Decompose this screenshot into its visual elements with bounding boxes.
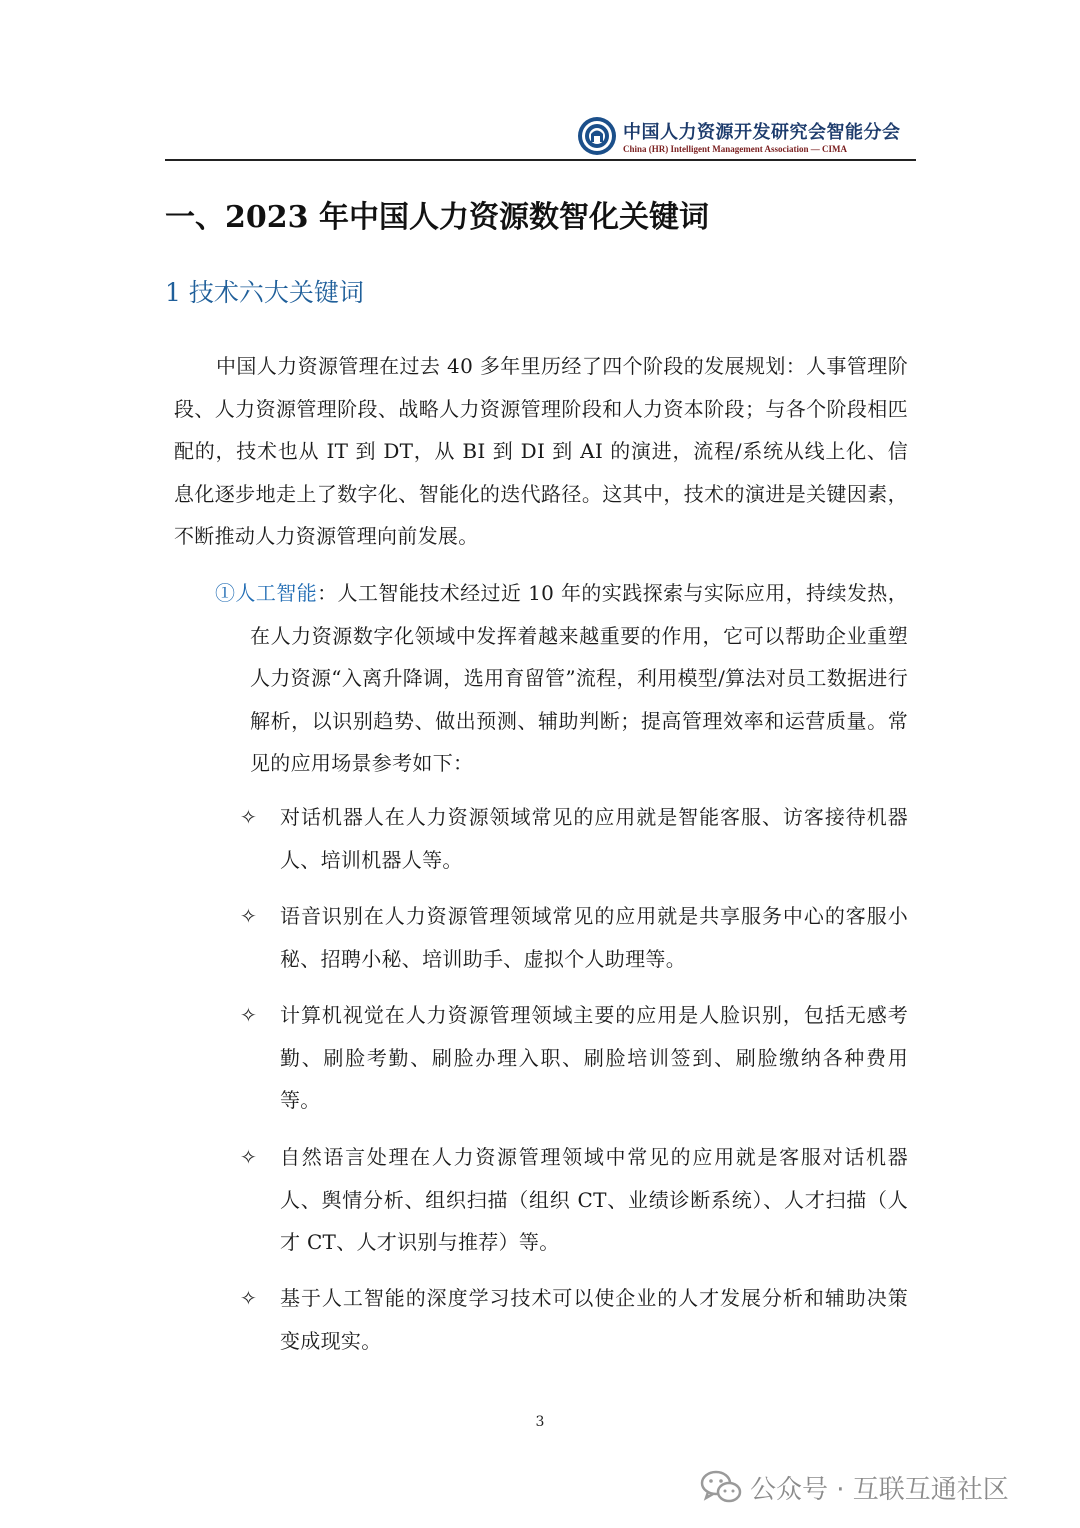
list-item [238,994,908,1122]
list-item-text: 对话机器人在人力资源领域常见的应用就是智能客服、访客接待机器人、培训机器人等。 [280,805,908,872]
header-divider [165,159,916,161]
list-item [238,796,908,881]
diamond-bullet-icon: ✧ [240,1145,258,1169]
diamond-bullet-icon: ✧ [240,1286,258,1310]
list-item [238,895,908,980]
diamond-bullet-icon: ✧ [240,1003,258,1027]
list-item [238,1136,908,1264]
intro-paragraph: 中国人力资源管理在过去 40 多年里历经了四个阶段的发展规划：人事管理阶段、人力资源管理阶段、战略人力资源管理阶段和人力资本阶段；与各个阶段相匹配的，技术也从 IT 到 DT，从 BI 到 DI 到 AI 的演进，流程/系统从线上化、信息化逐步地走上了数字化、智能化的迭代路径。这其中，技术的演进是关键因素，不断推动人力资源管理向前发展。 [174,354,908,548]
organization-name-en: China (HR) Intelligent Management Association — CIMA [623,144,847,154]
diamond-bullet-icon: ✧ [240,805,258,829]
page-header [165,112,915,162]
ai-item-label: ①人工智能 [215,581,318,605]
diamond-bullet-icon: ✧ [240,904,258,928]
list-item-text: 自然语言处理在人力资源管理领域中常见的应用就是客服对话机器人、舆情分析、组织扫描（组织 CT、业绩诊断系统）、人才扫描（人才 CT、人才识别与推荐）等。 [280,1145,908,1254]
list-item-text: 计算机视觉在人力资源管理领域主要的应用是人脸识别，包括无感考勤、刷脸考勤、刷脸办理入职、刷脸培训签到、刷脸缴纳各种费用等。 [280,1003,908,1112]
list-item-text: 语音识别在人力资源管理领域常见的应用就是共享服务中心的客服小秘、招聘小秘、培训助手、虚拟个人助理等。 [280,904,908,971]
list-item [238,1277,908,1362]
ai-item-text: ：人工智能技术经过近 10 年的实践探索与实际应用，持续发热，在人力资源数字化领域中发挥着越来越重要的作用，它可以帮助企业重塑人力资源“入离升降调，选用育留管”流程，利用模型/算法对员工数据进行解析，以识别趋势、做出预测、辅助判断；提高管理效率和运营质量。常见的应用场景参考如下： [250,581,909,775]
ai-item [215,572,908,785]
watermark [700,1462,1009,1512]
watermark-text: 公众号 · 互联互通社区 [750,1474,1009,1505]
wechat-icon [700,1469,742,1505]
cima-logo-icon [577,116,617,156]
subsection-title: 1 技术六大关键词 [165,278,364,307]
organization-name-cn: 中国人力资源开发研究会智能分会 [623,122,901,143]
page-number: 3 [535,1414,545,1430]
list-item-text: 基于人工智能的深度学习技术可以使企业的人才发展分析和辅助决策变成现实。 [280,1286,908,1353]
section-title: 一、2023 年中国人力资源数智化关键词 [165,200,709,235]
